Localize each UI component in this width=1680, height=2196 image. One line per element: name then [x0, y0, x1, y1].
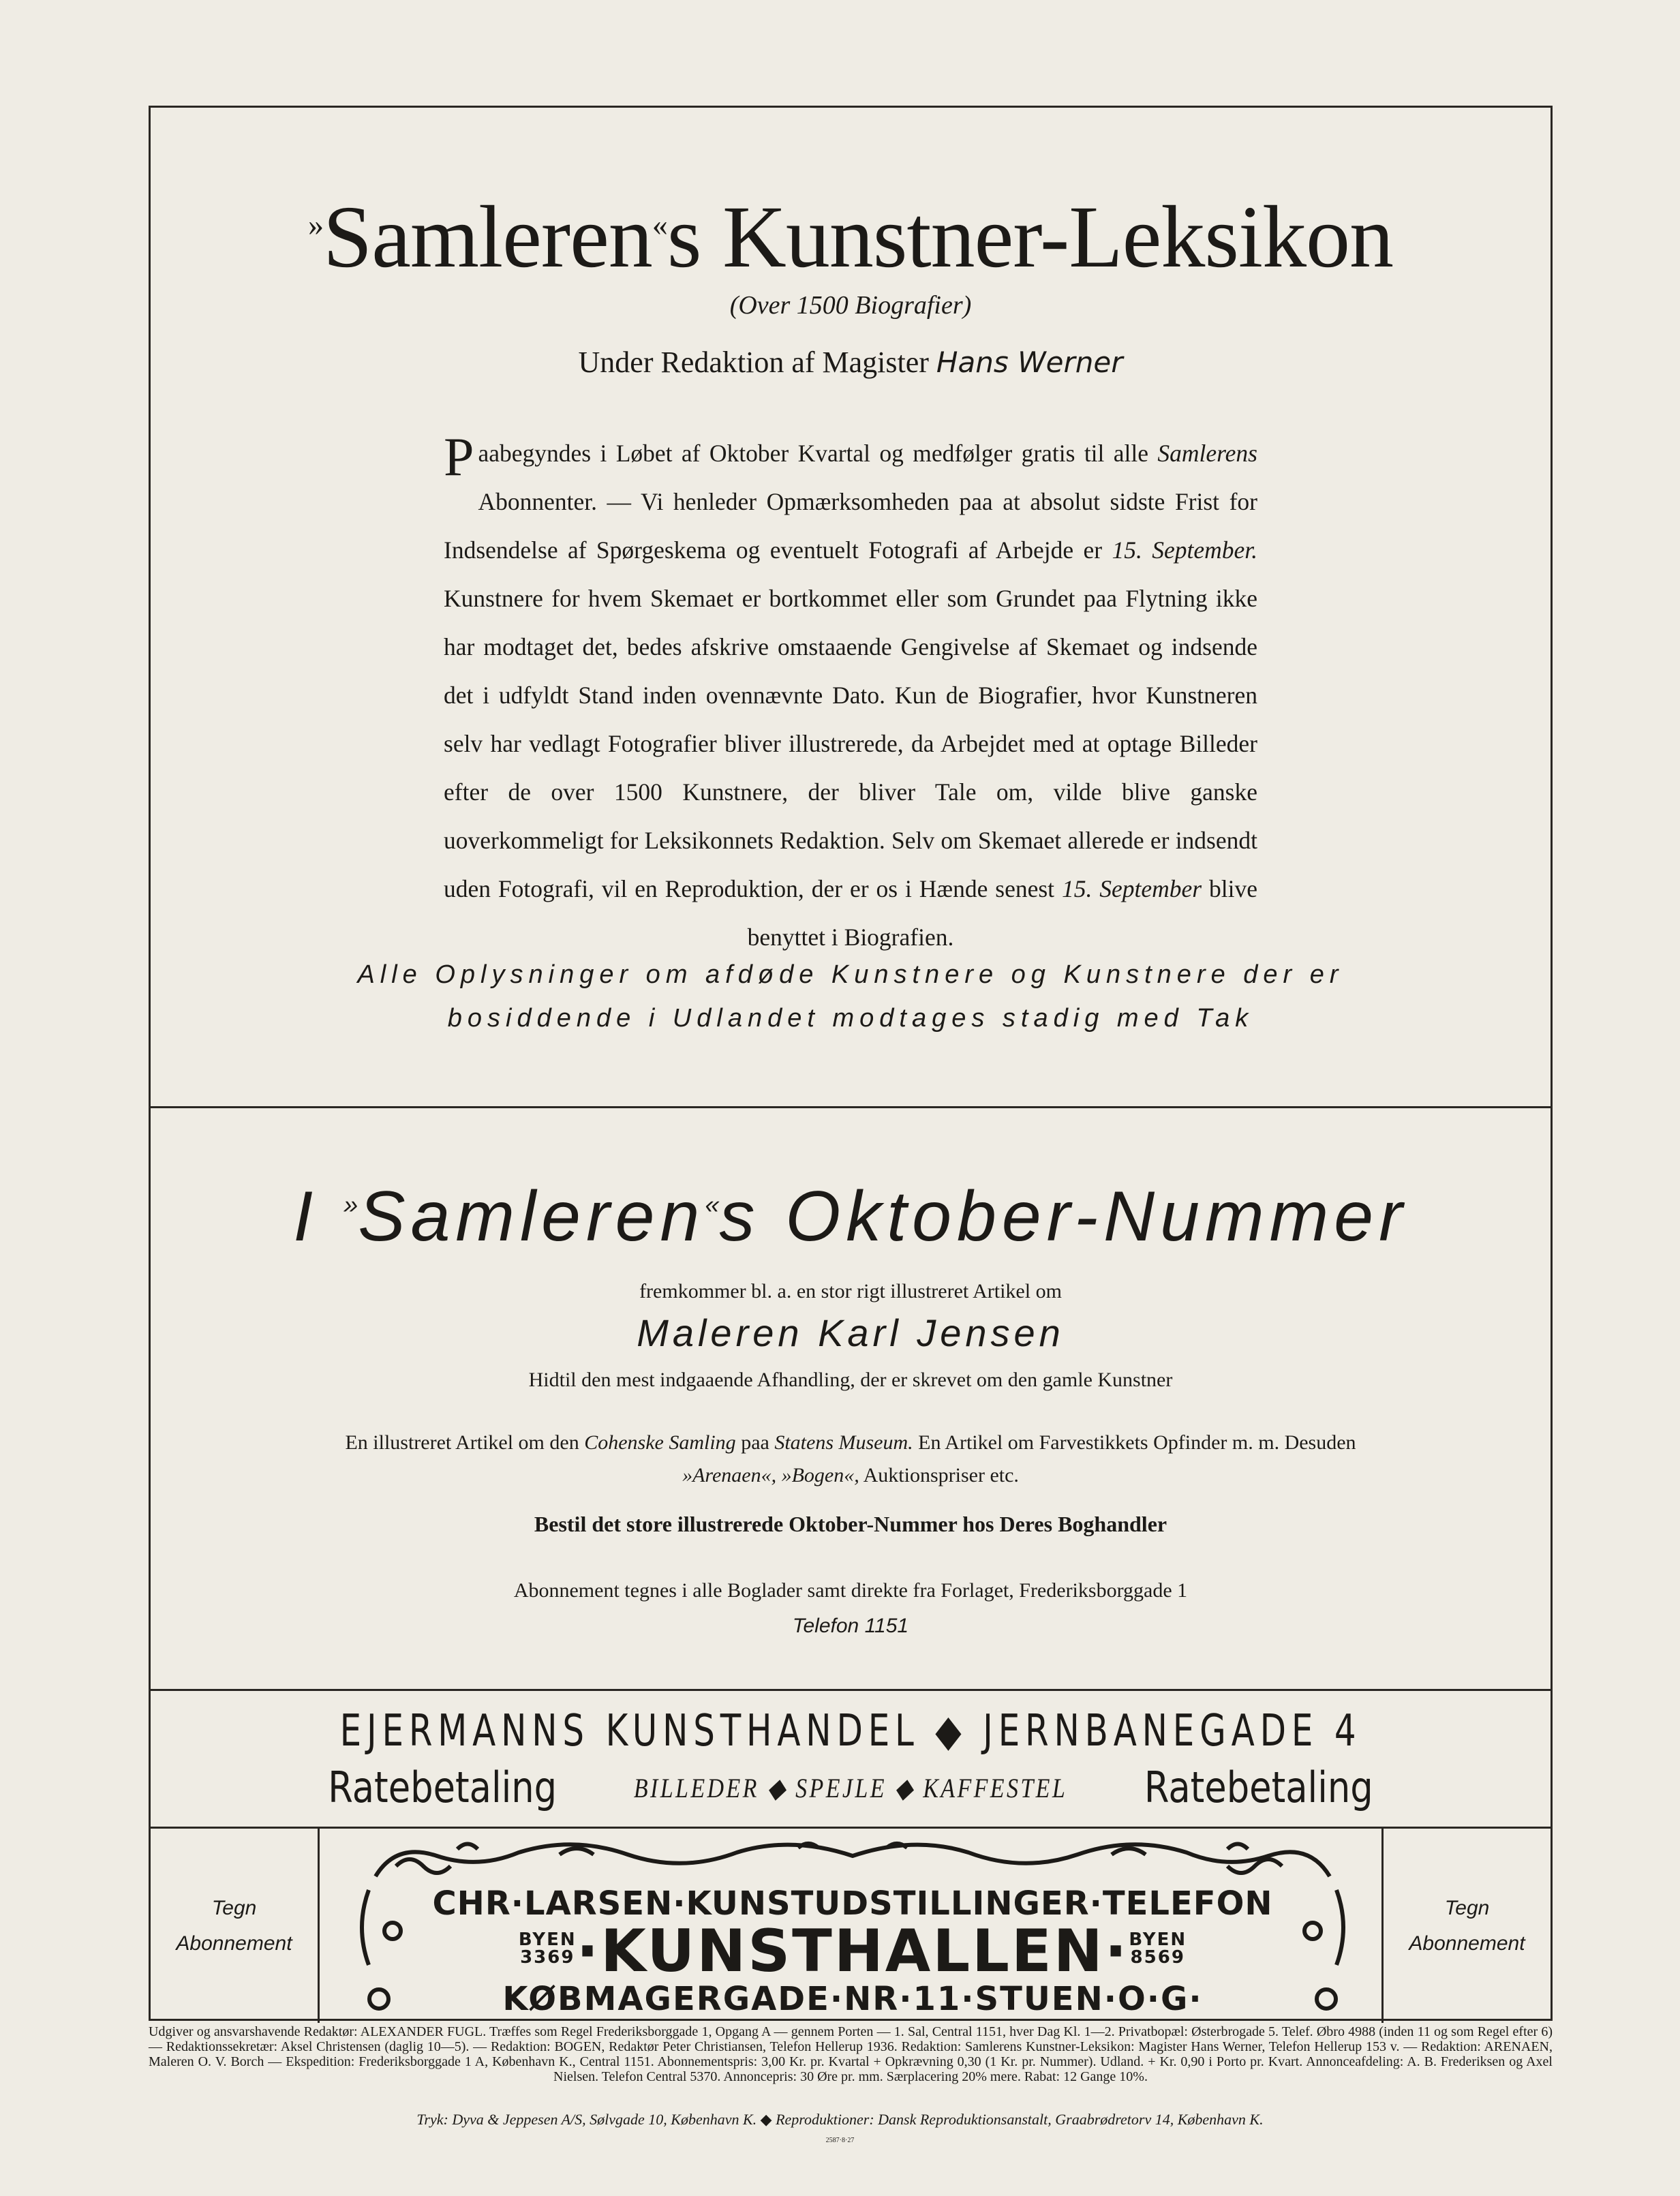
quote-close: « — [652, 207, 667, 242]
body-date-1: 15. September. — [1112, 536, 1258, 564]
body-part-1: aabegyndes i Løbet af Oktober Kvartal og medfølger gratis til alle — [478, 440, 1149, 467]
quote-open: » — [307, 207, 323, 242]
leksikon-body — [444, 429, 1257, 962]
quote-open: » — [343, 1191, 358, 1219]
footer-tryk: Tryk: Dyva & Jeppesen A/S, Sølvgade 10, København K. ◆ Reproduktioner: Dansk Reproduktionsanstalt, Graabrødretorv 14, København K. — [416, 2111, 1264, 2128]
title-i: I — [293, 1177, 319, 1256]
leksikon-title — [151, 188, 1551, 286]
redaktion-name: Hans Werner — [936, 346, 1123, 379]
tegn-abonnement-left — [151, 1829, 320, 2023]
byen-right — [1129, 1931, 1187, 1966]
leksikon-note: Alle Oplysninger om afdøde Kunstnere og Kunstnere der er bosiddende i Udlandet modtages stadig med Tak — [357, 960, 1344, 1033]
ejermanns-goods: BILLEDER ◆ SPEJLE ◆ KAFFESTEL — [633, 1773, 1068, 1803]
artikel-part-2: paa — [741, 1431, 769, 1454]
bestil-text: Bestil det store illustrerede Oktober-Nummer hos Deres Boghandler — [534, 1512, 1167, 1536]
byen-number: 8569 — [1130, 1947, 1185, 1968]
abonnement-line: Abonnement tegnes i alle Boglader samt direkte fra Forlaget, Frederiksborggade 1 — [513, 1579, 1188, 1602]
artikel-part-4: Auktionspriser etc. — [863, 1464, 1019, 1486]
kunsthallen-line-1: CHR·LARSEN·KUNSTUDSTILLINGER·TELEFON — [432, 1885, 1273, 1923]
byen-number: 3369 — [520, 1947, 575, 1968]
print-code: 2587·8·27 — [825, 2137, 855, 2144]
divider — [151, 1689, 1551, 1691]
divider — [151, 1106, 1551, 1108]
tegn-abonnement-right — [1381, 1829, 1551, 2023]
body-samlerens: Samlerens — [1157, 440, 1257, 467]
artikel-text — [205, 1427, 1496, 1492]
body-part-2: Abonnenter. — Vi henleder Opmærksomheden paa at absolut sidste Frist for Indsendelse af Spørgeskema og eventuelt Fotografi af Arbejde er — [444, 488, 1257, 564]
fremkommer-text: fremkommer bl. a. en stor rigt illustreret Artikel om — [639, 1280, 1062, 1302]
title-oktober-nummer: s Oktober-Nummer — [719, 1177, 1408, 1256]
artikel-cohenske: Cohenske Samling — [584, 1431, 736, 1454]
hidtil-text: Hidtil den mest indgaaende Afhandling, der er skrevet om den gamle Kunstner — [528, 1369, 1173, 1391]
artikel-part-1: En illustreret Artikel om den — [345, 1431, 579, 1454]
drop-cap: P — [444, 427, 474, 487]
byen-label: BYEN — [518, 1930, 577, 1950]
telefon-line: Telefon 1151 — [792, 1615, 909, 1637]
ejermanns-subline — [256, 1763, 1446, 1817]
kunsthallen-ad — [355, 1835, 1350, 2019]
ratebetaling-left: Ratebetaling — [328, 1763, 558, 1812]
title-samleren: Samleren — [322, 188, 652, 286]
leksikon-subtitle: (Over 1500 Biografier) — [729, 291, 972, 320]
ratebetaling-right: Ratebetaling — [1144, 1763, 1373, 1812]
oktober-title — [151, 1177, 1551, 1256]
kunsthallen-line-3: KØBMAGERGADE·NR·11·STUEN·O·G· — [502, 1980, 1203, 2018]
abonnement-label: Abonnement — [176, 1932, 292, 1955]
kunsthallen-line-2 — [355, 1917, 1350, 1985]
divider — [151, 1827, 1551, 1829]
page-frame — [149, 106, 1553, 2021]
body-part-3: Kunstnere for hvem Skemaet er bortkommet eller som Grundet paa Flytning ikke har modtaget det, bedes afskrive omstaaende Gengivelse af Skemaet og indsende det i udfyldt Stand inden ovennævnte Dato. Kun de Biografier, hvor Kunstneren selv har vedlagt Fotografier bliver illustrerede, da Arbejdet med at optage Billeder efter de over 1500 Kunstnere, der bliver Tale om, vilde blive ganske uoverkommeligt for Leksikonnets Redaktion. Selv om Skemaet allerede er indsendt uden Fotografi, vil en Reproduktion, der er os i Hænde senest — [444, 585, 1257, 902]
artikel-part-3: En Artikel om Farvestikkets Opfinder m. m. Desuden — [918, 1431, 1356, 1454]
byen-label: BYEN — [1129, 1930, 1187, 1950]
tegn-label: Tegn — [1444, 1896, 1490, 1919]
artikel-statens: Statens Museum. — [774, 1431, 913, 1454]
abonnement-text — [151, 1573, 1551, 1644]
title-samleren: Samleren — [358, 1177, 705, 1256]
footer-imprint: Udgiver og ansvarshavende Redaktør: ALEXANDER FUGL. Træffes som Regel Frederiksborggade 1, Opgang A — gennem Porten — 1. Sal, Central 1151, hver Dag Kl. 1—2. Privatbopæl: Østerbrogade 5. Telef. Øbro 4988 (inden 11 og som Regel efter 6) — Redaktionssekretær: Aksel Christensen (daglig 10—5). — Redaktion: BOGEN, Redaktør Peter Christiansen, Telefon Hellerup 1936. Redaktion: Samlerens Kunstner-Leksikon: Magister Hans Werner, Telefon Hellerup 153 v. — Redaktion: ARENAEN, Maleren O. V. Borch — Ekspedition: Frederiksborggade 1 A, København K., Central 1151. Abonnementspris: 3,00 Kr. pr. Kvartal + Opkrævning 0,30 (1 Kr. pr. Nummer). Udland. + Kr. 0,90 i Porto pr. Kvart. Annonceafdeling: A. B. Frederiksen og Axel Nielsen. Telefon Central 5370. Annoncepris: 30 Øre pr. mm. Særplacering 20% mere. Rabat: 12 Gange 10%. — [149, 2024, 1553, 2084]
body-date-2: 15. September — [1061, 875, 1202, 902]
maleren-heading: Maleren Karl Jensen — [637, 1311, 1065, 1354]
body-part-4: blive benyttet i Biografien. — [747, 875, 1258, 951]
artikel-arenaen: »Arenaen«, »Bogen«, — [682, 1464, 859, 1486]
title-kunstner-leksikon: s Kunstner-Leksikon — [667, 188, 1394, 286]
ejermanns-heading: EJERMANNS KUNSTHANDEL ◆ JERNBANEGADE 4 — [339, 1706, 1362, 1756]
redaktion-prefix: Under Redaktion af Magister — [578, 346, 929, 379]
leksikon-redaktion — [151, 345, 1551, 380]
abonnement-label: Abonnement — [1409, 1932, 1525, 1955]
tegn-label: Tegn — [211, 1896, 257, 1919]
kunsthallen-name: ·KUNSTHALLEN· — [576, 1917, 1129, 1985]
byen-left — [519, 1931, 577, 1966]
quote-close: « — [705, 1191, 720, 1219]
